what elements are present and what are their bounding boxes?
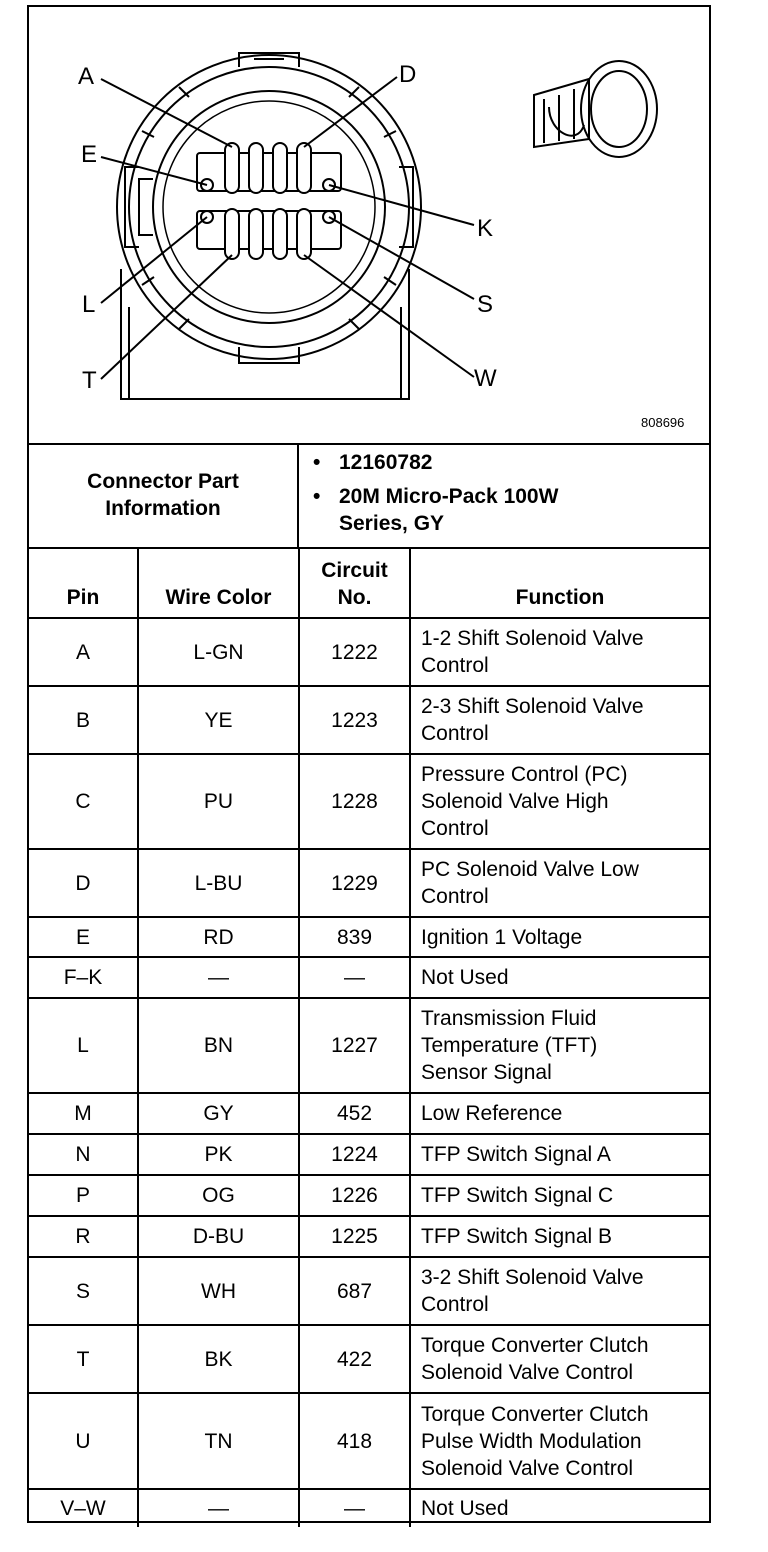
function-line: Transmission Fluid [421, 1007, 597, 1030]
cell-function [410, 917, 709, 957]
label-pin-t: T [82, 367, 97, 394]
cell-wire-color: YE [138, 686, 299, 754]
cell-pin: T [29, 1325, 138, 1393]
cell-pin: S [29, 1257, 138, 1325]
connector-face-drawing [29, 7, 709, 443]
connector-sheet [27, 5, 711, 1523]
table-row [29, 1216, 709, 1257]
cell-function [410, 1134, 709, 1175]
cell-pin: N [29, 1134, 138, 1175]
header-pin: Pin [29, 548, 138, 618]
function-line: Control [421, 654, 489, 677]
function-line: 2-3 Shift Solenoid Valve [421, 695, 644, 718]
table-row [29, 957, 709, 998]
function-line: Control [421, 1293, 489, 1316]
header-circuit-line-1: Circuit [321, 559, 388, 582]
figure-number: 808696 [641, 415, 685, 430]
cell-wire-color: OG [138, 1175, 299, 1216]
cell-function [410, 1325, 709, 1393]
function-line: Torque Converter Clutch [421, 1402, 649, 1426]
header-wire-color: Wire Color [138, 548, 299, 618]
function-line: Sensor Signal [421, 1061, 552, 1084]
table-row [29, 686, 709, 754]
cell-function [410, 618, 709, 686]
function-line: Not Used [421, 1497, 509, 1520]
part-description-item [313, 483, 559, 537]
cell-circuit: 1224 [299, 1134, 410, 1175]
cell-circuit: — [299, 957, 410, 998]
cell-wire-color: RD [138, 917, 299, 957]
table-row [29, 618, 709, 686]
cell-function [410, 1393, 709, 1489]
header-function: Function [410, 548, 709, 618]
cell-function [410, 1175, 709, 1216]
cell-circuit: 1223 [299, 686, 410, 754]
function-line: Temperature (TFT) [421, 1034, 598, 1057]
cell-wire-color: BN [138, 998, 299, 1093]
function-line: Not Used [421, 966, 509, 989]
label-pin-k: K [477, 215, 494, 242]
cell-wire-color: — [138, 1489, 299, 1527]
cell-pin: M [29, 1093, 138, 1134]
table-row [29, 1325, 709, 1393]
function-line: TFP Switch Signal A [421, 1143, 611, 1166]
function-line: Ignition 1 Voltage [421, 925, 583, 949]
table-row [29, 917, 709, 957]
function-line: Pressure Control (PC) [421, 763, 628, 786]
connector-info-details [299, 443, 709, 547]
cell-circuit: 1222 [299, 618, 410, 686]
table-row [29, 1093, 709, 1134]
cell-function [410, 1216, 709, 1257]
cell-circuit: 422 [299, 1325, 410, 1393]
pinout-rows [29, 618, 709, 1527]
function-line: Low Reference [421, 1102, 563, 1125]
function-line: Control [421, 817, 489, 840]
cell-function [410, 1093, 709, 1134]
cell-circuit: 1225 [299, 1216, 410, 1257]
table-row [29, 1175, 709, 1216]
function-line: Solenoid Valve High [421, 790, 609, 813]
function-line: Torque Converter Clutch [421, 1334, 649, 1357]
cell-pin: B [29, 686, 138, 754]
cell-wire-color: BK [138, 1325, 299, 1393]
cell-circuit: 1226 [299, 1175, 410, 1216]
cell-pin: R [29, 1216, 138, 1257]
cell-wire-color: TN [138, 1393, 299, 1489]
cell-wire-color: GY [138, 1093, 299, 1134]
cell-wire-color: L-GN [138, 618, 299, 686]
function-line: Control [421, 722, 489, 745]
table-row [29, 754, 709, 849]
part-description-line-2: Series, GY [339, 512, 445, 535]
cell-circuit: 839 [299, 917, 410, 957]
table-row [29, 849, 709, 917]
cell-circuit: 1228 [299, 754, 410, 849]
cell-function [410, 686, 709, 754]
connector-diagram [29, 7, 709, 445]
connector-info-heading [29, 443, 299, 547]
label-pin-d: D [399, 61, 417, 88]
function-line: Control [421, 885, 489, 908]
label-pin-a: A [78, 63, 95, 90]
cell-function [410, 849, 709, 917]
table-row [29, 1134, 709, 1175]
cell-wire-color: PU [138, 754, 299, 849]
cell-function [410, 1257, 709, 1325]
cell-pin: P [29, 1175, 138, 1216]
connector-part-info [29, 443, 709, 549]
cell-wire-color: PK [138, 1134, 299, 1175]
table-row [29, 998, 709, 1093]
cell-pin: L [29, 998, 138, 1093]
pinout-table [29, 547, 709, 1527]
label-pin-w: W [474, 365, 497, 392]
label-pin-l: L [82, 291, 96, 318]
cell-pin: V–W [29, 1489, 138, 1527]
cell-circuit: 1227 [299, 998, 410, 1093]
table-row [29, 1393, 709, 1489]
cell-circuit: 452 [299, 1093, 410, 1134]
bullet: • [313, 451, 321, 474]
cell-pin: F–K [29, 957, 138, 998]
cell-pin: U [29, 1393, 138, 1489]
function-line: Solenoid Valve Control [421, 1361, 634, 1384]
cell-circuit: 418 [299, 1393, 410, 1489]
label-pin-s: S [477, 291, 494, 318]
cell-pin: A [29, 618, 138, 686]
cell-function [410, 1489, 709, 1527]
cell-circuit: 687 [299, 1257, 410, 1325]
cell-wire-color: L-BU [138, 849, 299, 917]
cell-wire-color: D-BU [138, 1216, 299, 1257]
table-row [29, 1489, 709, 1527]
cell-pin: E [29, 917, 138, 957]
heading-line-1: Connector Part [87, 470, 239, 493]
function-line: PC Solenoid Valve Low [421, 858, 639, 881]
part-description-line-1: 20M Micro-Pack 100W [339, 485, 559, 508]
function-line: 3-2 Shift Solenoid Valve [421, 1266, 644, 1289]
function-line: Pulse Width Modulation [421, 1429, 642, 1453]
header-circuit-no [299, 548, 410, 618]
cell-function [410, 998, 709, 1093]
cell-wire-color: WH [138, 1257, 299, 1325]
cell-wire-color: — [138, 957, 299, 998]
bullet: • [313, 485, 321, 508]
part-number-item [313, 449, 433, 476]
cell-circuit: 1229 [299, 849, 410, 917]
cell-function [410, 957, 709, 998]
function-line: Solenoid Valve Control [421, 1456, 634, 1480]
function-line: TFP Switch Signal B [421, 1225, 613, 1248]
part-number: 12160782 [339, 451, 433, 474]
table-header-row [29, 548, 709, 618]
table-row [29, 1257, 709, 1325]
label-pin-e: E [81, 141, 98, 168]
header-circuit-line-2: No. [337, 586, 372, 609]
cell-pin: D [29, 849, 138, 917]
cell-function [410, 754, 709, 849]
function-line: TFP Switch Signal C [421, 1184, 614, 1207]
function-line: 1-2 Shift Solenoid Valve [421, 627, 644, 650]
cell-pin: C [29, 754, 138, 849]
heading-line-2: Information [105, 497, 221, 520]
cell-circuit: — [299, 1489, 410, 1527]
